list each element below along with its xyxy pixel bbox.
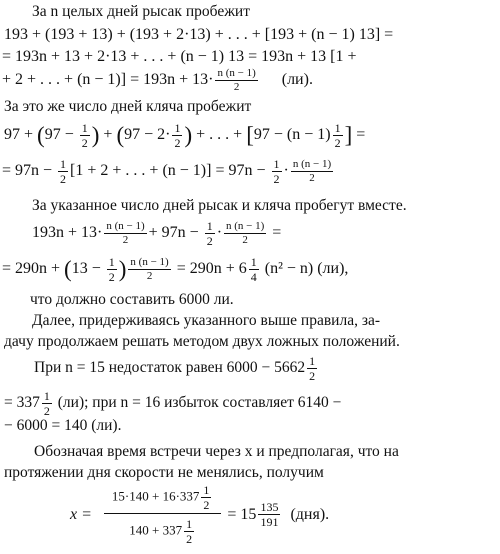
fraction-half xyxy=(184,518,194,545)
fraction-numerator: 1 xyxy=(334,121,341,135)
fraction-denominator: 2 xyxy=(309,369,316,383)
fraction-numerator: n (n − 1) xyxy=(217,67,256,79)
eq-x-label: x = xyxy=(70,505,92,523)
fraction-half xyxy=(42,390,52,417)
fraction-numerator: 1 xyxy=(174,121,181,135)
fraction-half xyxy=(80,122,90,149)
eq-line-7-c: · xyxy=(283,162,289,180)
fraction-half xyxy=(272,158,282,185)
text-line-16: − 6000 = 140 (ли). xyxy=(4,417,122,434)
fraction-half xyxy=(201,484,211,511)
eq-line-9 xyxy=(32,220,500,247)
eq-line-6-f: 97 − (n − 1) xyxy=(253,126,331,144)
eq-line-4-a: + 2 + . . . + (n − 1)] = 193n + 13· xyxy=(2,71,214,89)
fraction-numerator: 1 xyxy=(81,121,88,135)
eq-line-10 xyxy=(2,256,500,283)
eq-line-6-c: + xyxy=(99,126,117,144)
fraction-half xyxy=(172,122,182,149)
fraction-numerator: 135 xyxy=(260,500,279,514)
fraction-numerator: n (n − 1) xyxy=(130,256,169,268)
eq-line-4 xyxy=(2,68,500,93)
fraction-half xyxy=(307,355,317,382)
fraction-denominator: 2 xyxy=(273,172,280,186)
fraction-denominator: 2 xyxy=(334,136,341,150)
eq-line-9-b: + 97n − xyxy=(148,224,203,242)
fraction-numerator: n (n − 1) xyxy=(226,220,265,232)
fraction-denominator: 2 xyxy=(203,498,210,512)
fraction-denominator: 2 xyxy=(242,234,248,246)
fraction-n-n-minus-1-over-2 xyxy=(128,257,170,282)
fraction-numerator: 1 xyxy=(273,157,280,171)
fraction-denominator: 2 xyxy=(233,81,240,93)
eq-line-6-g: = xyxy=(352,126,366,144)
text-line-15-b: (ли); при n = 16 избыток составляет 6140 − xyxy=(53,394,342,412)
text-line-17: Обозначая время встречи через x и предполагая, что на xyxy=(34,443,399,460)
text-line-18: протяжении дня скорости не менялись, получим xyxy=(4,464,324,481)
big-fraction-numerator xyxy=(104,484,222,514)
fraction-numerator: 1 xyxy=(250,255,257,269)
fraction-half xyxy=(58,158,68,185)
eq-line-3: = 193n + 13 + 2·13 + . . . + (n − 1) 13 = 193n + 13 [1 + xyxy=(2,48,357,65)
eq-line-6-d: 97 − 2· xyxy=(124,126,171,144)
fraction-half xyxy=(205,220,215,247)
fraction-denominator: 191 xyxy=(260,515,279,529)
text-line-14 xyxy=(34,355,500,382)
fraction-n-n-minus-1-over-2 xyxy=(215,68,257,93)
fraction-denominator: 2 xyxy=(43,404,50,418)
paren-close: ) xyxy=(118,256,127,282)
fraction-n-n-minus-1-over-2 xyxy=(291,159,333,184)
big-fraction-denominator xyxy=(129,514,196,545)
eq-unit: (дня). xyxy=(290,505,330,523)
big-den-text: 140 + 337 xyxy=(129,522,183,538)
fraction-numerator: 1 xyxy=(60,157,67,171)
eq-line-7-a: = 97n − xyxy=(2,162,57,180)
fraction-denominator: 2 xyxy=(146,270,153,282)
fraction-denominator: 2 xyxy=(122,234,129,246)
eq-line-6 xyxy=(4,122,500,149)
fraction-denominator: 2 xyxy=(186,532,193,546)
fraction-denominator: 2 xyxy=(81,136,88,150)
eq-line-10-a: = 290n + xyxy=(2,260,65,278)
paren-open: ( xyxy=(116,122,125,148)
eq-line-10-b: 13 − xyxy=(71,260,105,278)
eq-line-6-e: + . . . + xyxy=(192,126,247,144)
paren-close: ) xyxy=(91,122,100,148)
text-line-14-a: При n = 15 недостаток равен 6000 − 5662 xyxy=(34,359,306,377)
paren-open: ( xyxy=(37,122,45,148)
fraction-denominator: 2 xyxy=(108,270,115,284)
final-equation xyxy=(70,484,329,545)
fraction-denominator: 2 xyxy=(174,136,181,150)
text-line-1: За n целых дней рысак пробежит xyxy=(32,3,250,20)
big-num-text: 15·140 + 16·337 xyxy=(111,488,200,504)
eq-line-4-b: (ли). xyxy=(281,71,313,89)
fraction-numerator: n (n − 1) xyxy=(292,158,332,170)
paren-close: ) xyxy=(184,122,193,148)
fraction-quarter xyxy=(249,256,259,283)
eq-line-9-c: · xyxy=(216,224,223,242)
fraction-denominator: 4 xyxy=(250,270,257,284)
fraction-denominator: 2 xyxy=(60,172,67,186)
text-line-15-a: = 337 xyxy=(4,394,40,412)
fraction-numerator: 1 xyxy=(43,389,50,403)
fraction-denominator: 2 xyxy=(206,234,213,248)
eq-line-9-d: = xyxy=(268,224,282,242)
fraction-result xyxy=(258,501,280,528)
eq-line-2: 193 + (193 + 13) + (193 + 2·13) + . . . + [193 + (n − 1) 13] = xyxy=(4,26,394,43)
text-line-8: За указанное число дней рысак и кляча пробегут вместе. xyxy=(32,197,407,214)
text-line-5: За это же число дней кляча пробежит xyxy=(4,98,252,115)
bracket-open: [ xyxy=(246,122,254,148)
fraction-numerator: 1 xyxy=(186,517,193,531)
bracket-close: ] xyxy=(344,122,353,148)
fraction-half xyxy=(333,122,343,149)
fraction-numerator: 1 xyxy=(108,255,115,269)
eq-line-6-a: 97 + xyxy=(4,126,38,144)
fraction-numerator: 1 xyxy=(206,219,213,233)
fraction-numerator: 1 xyxy=(203,483,210,497)
text-line-11: что должно составить 6000 ли. xyxy=(30,291,234,308)
eq-line-6-b: 97 − xyxy=(44,126,78,144)
big-fraction xyxy=(104,484,222,545)
eq-line-7 xyxy=(2,158,500,185)
eq-line-10-c: = 290n + 6 xyxy=(172,260,247,278)
text-line-15 xyxy=(4,390,500,417)
paren-open: ( xyxy=(64,256,72,282)
eq-result: = 15 xyxy=(227,505,257,523)
eq-line-10-d: (n² − n) (ли), xyxy=(260,260,349,278)
eq-line-9-a: 193n + 13· xyxy=(32,224,103,242)
text-line-13: дачу продолжаем решать методом двух ложных положений. xyxy=(4,333,400,350)
fraction-numerator: 1 xyxy=(309,354,316,368)
fraction-half xyxy=(107,256,117,283)
fraction-n-n-minus-1-over-2 xyxy=(104,221,146,246)
text-line-12: Далее, придерживаясь указанного выше правила, за- xyxy=(32,312,380,329)
fraction-denominator: 2 xyxy=(309,172,315,184)
fraction-n-n-minus-1-over-2 xyxy=(224,221,266,246)
eq-line-7-b: [1 + 2 + . . . + (n − 1)] = 97n − xyxy=(70,162,270,180)
fraction-numerator: n (n − 1) xyxy=(106,220,145,232)
